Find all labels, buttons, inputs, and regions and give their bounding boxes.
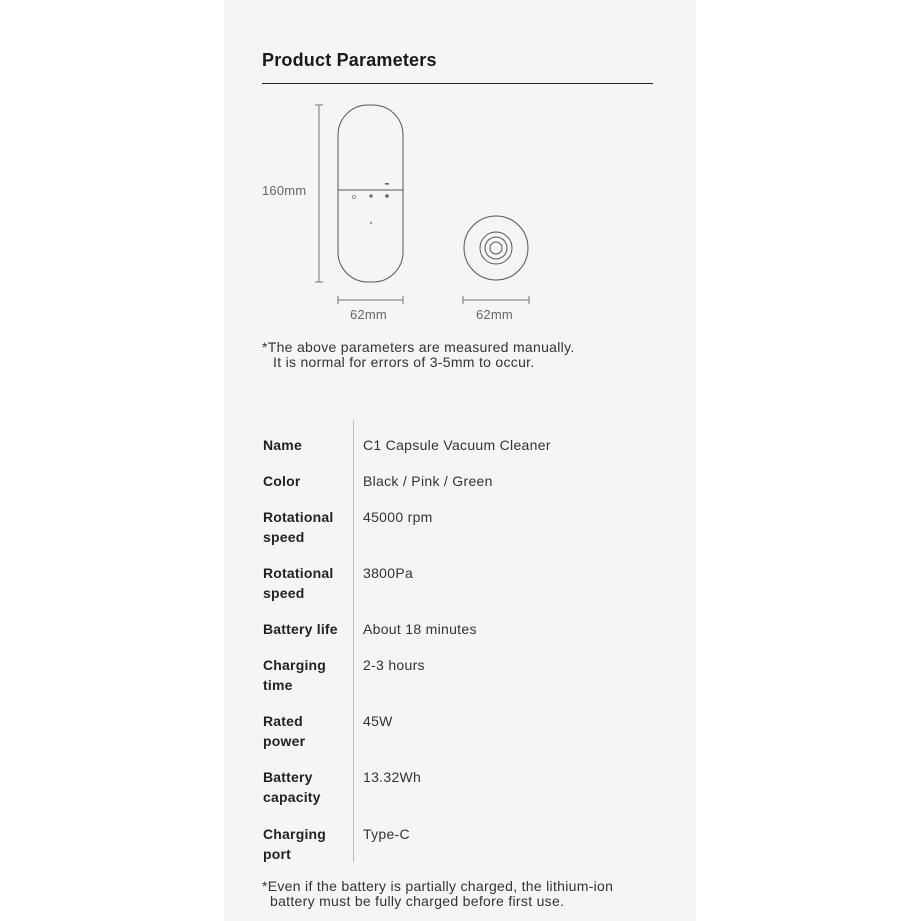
height-dimension-line xyxy=(315,105,323,282)
diameter-dimension-line xyxy=(463,296,529,304)
spec-value: 2-3 hours xyxy=(363,657,425,673)
spec-value: 3800Pa xyxy=(363,565,414,581)
spec-name: Rotational speed xyxy=(263,509,334,545)
spec-value: C1 Capsule Vacuum Cleaner xyxy=(363,437,551,453)
spec-value: About 18 minutes xyxy=(363,621,477,637)
battery-note-line-1: *Even if the battery is partially charged, the lithium-ion xyxy=(262,878,614,894)
page-title: Product Parameters xyxy=(262,50,437,70)
spec-table-divider xyxy=(353,420,354,862)
spec-name: Color xyxy=(263,473,301,489)
diameter-label: 62mm xyxy=(476,307,513,322)
spec-value: Black / Pink / Green xyxy=(363,473,493,489)
capsule-side-view xyxy=(338,105,403,282)
capsule-top-view xyxy=(464,216,528,280)
spec-name: Name xyxy=(263,437,302,453)
spec-value: 13.32Wh xyxy=(363,769,422,785)
battery-note xyxy=(262,879,613,909)
spec-value: 45000 rpm xyxy=(363,509,433,525)
battery-note-line-2: battery must be fully charged before first use. xyxy=(270,893,565,909)
spec-name: Charging time xyxy=(263,657,327,693)
spec-name: Charging port xyxy=(263,826,327,862)
spec-value: Type-C xyxy=(363,826,410,842)
measurement-note xyxy=(262,340,575,370)
width-label: 62mm xyxy=(350,307,387,322)
height-label: 160mm xyxy=(262,183,307,198)
spec-name: Rotational speed xyxy=(263,565,334,601)
spec-value: 45W xyxy=(363,713,393,729)
measurement-note-line-1: *The above parameters are measured manually. xyxy=(262,339,575,355)
spec-name: Battery capacity xyxy=(263,769,321,805)
spec-name: Battery life xyxy=(263,621,338,637)
spec-name: Rated power xyxy=(263,713,306,749)
measurement-note-line-2: It is normal for errors of 3-5mm to occur. xyxy=(273,354,535,370)
capsule-buttons xyxy=(352,183,389,224)
width-dimension-line xyxy=(338,296,403,304)
